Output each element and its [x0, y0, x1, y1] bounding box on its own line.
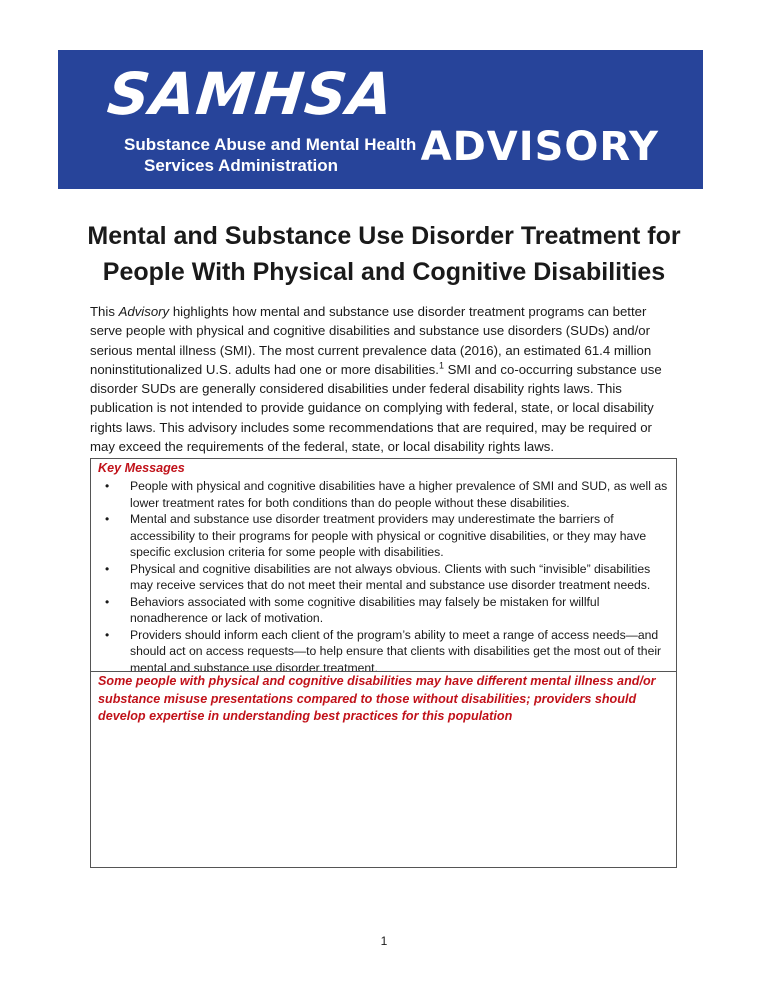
- bullet-icon: •: [105, 479, 110, 493]
- key-messages-list: [91, 478, 676, 676]
- intro-text-2: highlights how mental and substance use disorder treatment programs can better serve people with physical and cognitive disabilities and substance use disorders (SUDs) and/or serious mental illness (SMI). The most current prevalence data (2016), an estimated 61.4 million noninstitutionalized U.S. adults had one or more disabilities.: [90, 304, 652, 377]
- list-item: [91, 594, 676, 627]
- key-messages-title: Key Messages: [98, 461, 185, 475]
- advisory-label: ADVISORY: [420, 124, 659, 170]
- key-messages-box: [90, 458, 677, 868]
- list-item-text: Behaviors associated with some cognitive disabilities may falsely be mistaken for willful nonadherence or lack of motivation.: [130, 594, 600, 625]
- intro-text-3: SMI and co-occurring substance use disorder SUDs are generally considered disabilities under federal disability rights laws. This publication is not intended to provide guidance on complying with federal, state, or local disability rights laws. This advisory includes some recommendations that are required, may be required or may exceed the requirements of the federal, state, or local disability rights laws.: [90, 361, 662, 455]
- bullet-icon: •: [105, 561, 110, 576]
- footnote-marker: 1: [438, 360, 444, 371]
- samhsa-logo: SAMHSA: [104, 60, 398, 128]
- title-line-1: Mental and Substance Use Disorder Treatment for: [87, 222, 681, 250]
- intro-paragraph: [90, 302, 680, 456]
- list-item: [91, 478, 676, 511]
- bullet-icon: •: [105, 512, 110, 526]
- list-item-text: Mental and substance use disorder treatment providers may underestimate the barriers of accessibility to their programs for people with physical or cognitive disabilities, or they may have specific exclusion criteria for some people with disabilities.: [130, 512, 647, 559]
- intro-text-1: This: [90, 304, 119, 319]
- document-title: [60, 218, 708, 290]
- list-item: [91, 511, 676, 561]
- box-divider: [91, 671, 676, 672]
- intro-advisory-word: Advisory: [118, 304, 170, 319]
- agency-name: [124, 134, 416, 176]
- list-item-text: People with physical and cognitive disabilities have a higher prevalence of SMI and SUD, as well as lower treatment rates for both conditions than do people without these disabilities.: [130, 479, 668, 510]
- agency-name-line1: Substance Abuse and Mental Health: [124, 135, 417, 154]
- header-banner: [58, 50, 703, 189]
- list-item-text: Providers should inform each client of the program’s ability to meet a range of access needs—and should act on access requests—to help ensure that clients with disabilities get the most out of their mental and substance use disorder treatment.: [130, 627, 662, 675]
- callout-text: Some people with physical and cognitive disabilities may have different mental illness and/or substance misuse presentations compared to those without disabilities; providers should develop expertise in understanding best practices for this population: [98, 674, 656, 724]
- title-line-2: People With Physical and Cognitive Disabilities: [102, 258, 666, 286]
- list-item: [91, 627, 676, 677]
- list-item-text: Physical and cognitive disabilities are not always obvious. Clients with such “invisible” disabilities may receive services that do not meet their mental and substance use disorder treatment needs.: [130, 561, 651, 592]
- agency-name-line2: Services Administration: [144, 156, 338, 175]
- list-item: [91, 561, 676, 594]
- bullet-icon: •: [105, 627, 110, 642]
- bullet-icon: •: [105, 594, 110, 609]
- page-number: 1: [380, 934, 388, 948]
